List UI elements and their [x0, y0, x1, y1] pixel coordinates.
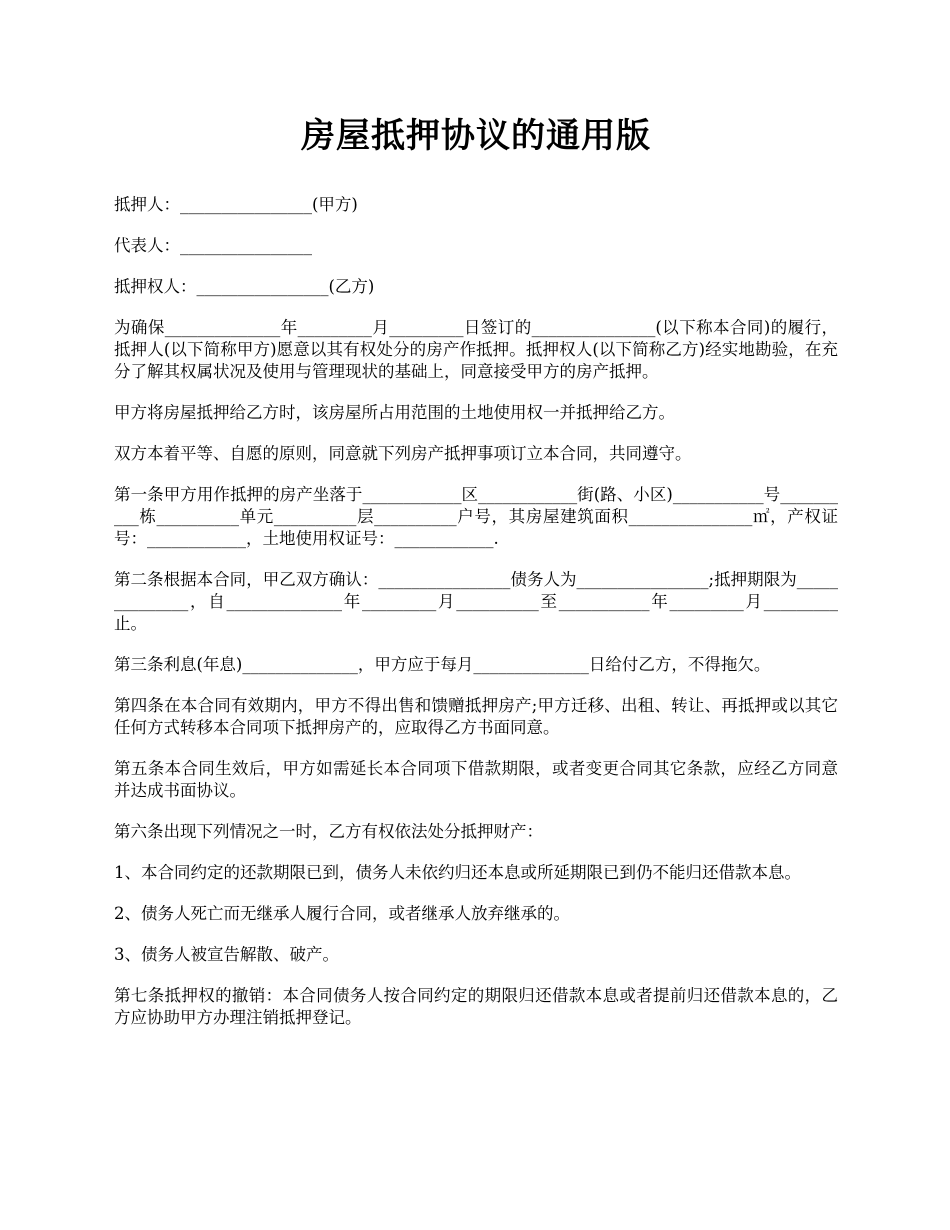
- land-use-paragraph: 甲方将房屋抵押给乙方时，该房屋所占用范围的土地使用权一并抵押给乙方。: [114, 403, 675, 422]
- party-a-line: 抵押人：________________(甲方): [114, 195, 358, 214]
- document-page: [114, 108, 838, 1048]
- principle-paragraph: 双方本着平等、自愿的原则，同意就下列房产抵押事项订立本合同，共同遵守。: [114, 444, 692, 463]
- article-5: 第五条本合同生效后，甲方如需延长本合同项下借款期限，或者变更合同其它条款，应经乙方同意并达成书面协议。: [114, 759, 838, 800]
- article-3: 第三条利息(年息)______________，甲方应于每月______________日给付乙方，不得拖欠。: [114, 655, 771, 674]
- document-title: 房屋抵押协议的通用版: [301, 116, 651, 156]
- article-6: 第六条出现下列情况之一时，乙方有权依法处分抵押财产：: [114, 822, 543, 841]
- preamble-paragraph: 为确保______________年_________月_________日签订的_______________(以下称本合同)的履行，抵押人(以下简称甲方)愿意以其有权处分的房产作抵押。抵押权人(以下简称乙方)经实地勘验，在充分了解其权属状况及使用与管理现状的基础上，同意接受甲方的房产抵押。: [114, 318, 838, 381]
- article-6-item-1: 1、本合同约定的还款期限已到，债务人未依约归还本息或所延期限已到仍不能归还借款本息。: [114, 863, 801, 882]
- article-6-item-3: 3、债务人被宣告解散、破产。: [114, 945, 339, 964]
- party-b-line: 抵押权人：________________(乙方): [114, 277, 375, 296]
- article-4: 第四条在本合同有效期内，甲方不得出售和馈赠抵押房产;甲方迁移、出租、转让、再抵押或以其它任何方式转移本合同项下抵押房产的，应取得乙方书面同意。: [114, 696, 838, 737]
- article-7: 第七条抵押权的撤销：本合同债务人按合同约定的期限归还借款本息或者提前归还借款本息的，乙方应协助甲方办理注销抵押登记。: [114, 986, 838, 1027]
- article-2: 第二条根据本合同，甲乙双方确认：________________债务人为________________;抵押期限为______________，自______________年_________月__________至___________年_________月_________止。: [114, 570, 838, 633]
- article-1: 第一条甲方用作抵押的房产坐落于____________区____________街(路、小区)___________号__________栋__________单元__________层__________户号，其房屋建筑面积_______________㎡，产权证号：____________，土地使用权证号：____________.: [114, 485, 838, 548]
- article-6-item-2: 2、债务人死亡而无继承人履行合同，或者继承人放弃继承的。: [114, 904, 570, 923]
- representative-line: 代表人：________________: [114, 236, 312, 255]
